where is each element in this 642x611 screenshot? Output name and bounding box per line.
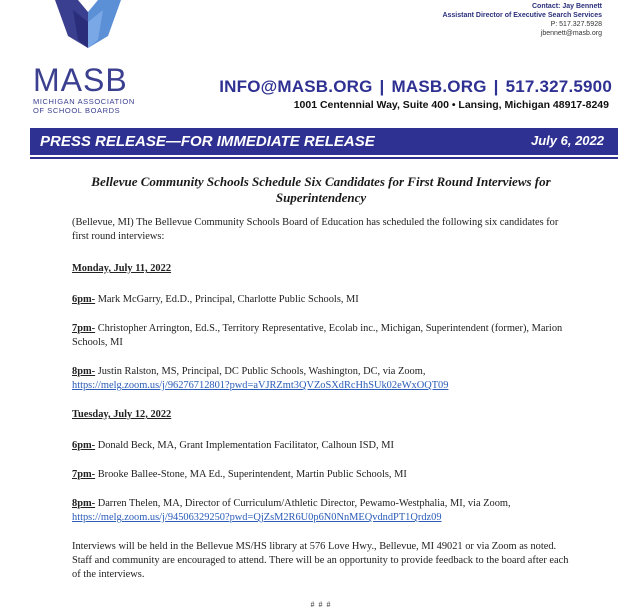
day-heading: Tuesday, July 12, 2022	[72, 409, 172, 420]
separator: |	[493, 77, 499, 96]
candidate-text: Justin Ralston, MS, Principal, DC Public Schools, Washington, DC, via Zoom,	[95, 366, 426, 377]
masb-logo	[33, 0, 153, 60]
schedule-entry	[72, 322, 572, 350]
schedule-entry	[72, 468, 572, 482]
phone-link[interactable]: 517.327.5900	[505, 77, 612, 96]
masb-logo-mark-icon	[33, 0, 143, 60]
address: 1001 Centennial Way, Suite 400 • Lansing, Michigan 48917-8249	[293, 99, 609, 111]
contact-name: Contact: Jay Bennett	[531, 3, 602, 10]
time-label: 7pm-	[72, 469, 96, 480]
headline: Bellevue Community Schools Schedule Six Candidates for First Round Interviews for Superintendency	[91, 174, 551, 205]
zoom-link[interactable]: https://melg.zoom.us/j/96276712801?pwd=aVJRZmt3QVZoSXdRcHhSUk02eWxOQT09	[72, 380, 449, 391]
schedule-entry	[72, 497, 572, 525]
candidate-text: Donald Beck, MA, Grant Implementation Facilitator, Calhoun ISD, MI	[95, 440, 394, 451]
header-links	[219, 77, 612, 97]
closing-paragraph: Interviews will be held in the Bellevue MS/HS library at 576 Love Hwy., Bellevue, MI 49021 or via Zoom as noted. Staff and community are encouraged to attend. There will be an opportunity to provide feedback to the board after each of the interviews.	[72, 541, 569, 580]
time-label: 8pm-	[72, 366, 96, 377]
candidate-text: Darren Thelen, MA, Director of Curriculum/Athletic Director, Pewamo-Westphalia, MI, via Zoom,	[95, 498, 511, 509]
press-release-banner	[30, 128, 618, 155]
logo-wordmark: MASB	[33, 62, 128, 98]
banner-underline	[30, 157, 618, 159]
email-link[interactable]: INFO@MASB.ORG	[219, 77, 373, 96]
end-mark: # # #	[310, 600, 332, 609]
website-link[interactable]: MASB.ORG	[391, 77, 487, 96]
time-label: 8pm-	[72, 498, 96, 509]
banner-label: PRESS RELEASE—FOR IMMEDIATE RELEASE	[40, 133, 375, 150]
contact-email[interactable]: jbennett@masb.org	[540, 30, 602, 37]
schedule-entry	[72, 439, 572, 453]
time-label: 6pm-	[72, 294, 96, 305]
day-heading: Monday, July 11, 2022	[72, 263, 172, 274]
time-label: 7pm-	[72, 323, 96, 334]
separator: |	[379, 77, 385, 96]
banner-date: July 6, 2022	[531, 133, 604, 148]
contact-phone: P: 517.327.5928	[550, 21, 602, 28]
candidate-text: Mark McGarry, Ed.D., Principal, Charlotte Public Schools, MI	[95, 294, 359, 305]
contact-block	[442, 2, 602, 38]
candidate-text: Brooke Ballee-Stone, MA Ed., Superintendent, Martin Public Schools, MI	[95, 469, 407, 480]
time-label: 6pm-	[72, 440, 96, 451]
intro-paragraph: (Bellevue, MI) The Bellevue Community Schools Board of Education has scheduled the following six candidates for first round interviews:	[72, 217, 559, 242]
schedule-entry	[72, 365, 572, 393]
logo-subtitle-line2: OF SCHOOL BOARDS	[33, 106, 121, 115]
contact-title: Assistant Director of Executive Search Services	[442, 12, 602, 19]
logo-subtitle-line1: MICHIGAN ASSOCIATION	[33, 97, 135, 106]
release-body	[72, 216, 572, 582]
schedule-entry	[72, 293, 572, 307]
zoom-link[interactable]: https://melg.zoom.us/j/94506329250?pwd=QjZsM2R6U0p6N0NnMEQvdndPT1Qrdz09	[72, 512, 442, 523]
candidate-text: Christopher Arrington, Ed.S., Territory Representative, Ecolab inc., Michigan, Superintendent (former), Marion Schools, MI	[72, 323, 563, 348]
